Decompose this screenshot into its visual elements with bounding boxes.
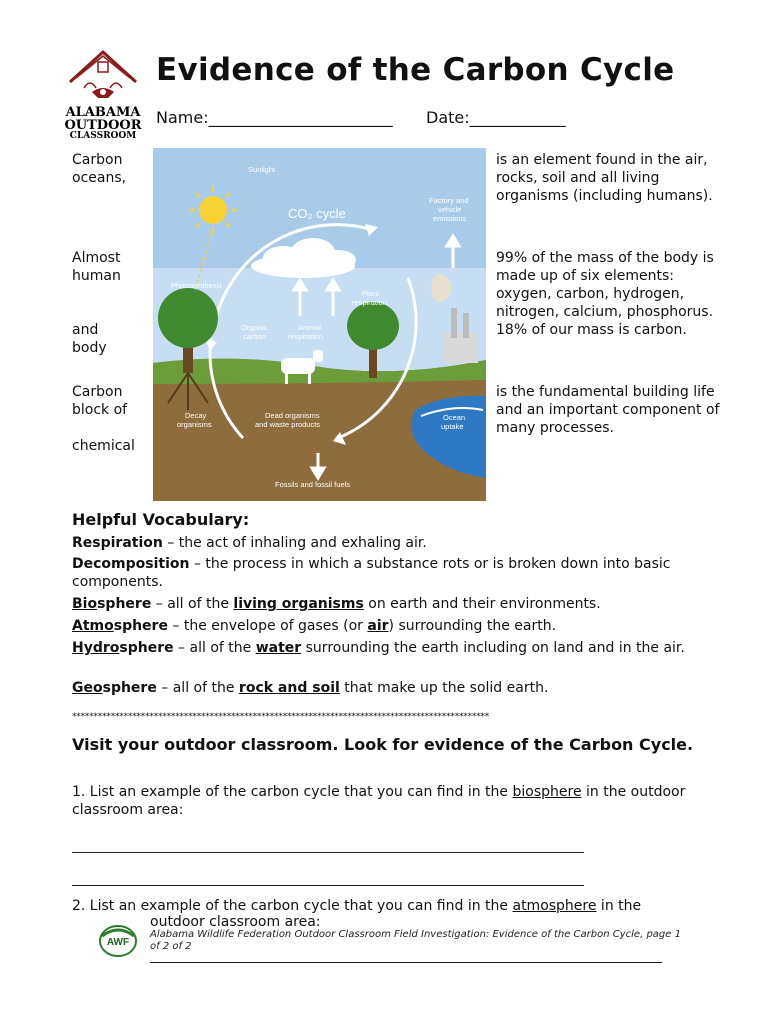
label-fossils: Fossils and fossil fuels (275, 480, 351, 489)
awf-logo (98, 924, 138, 958)
question-1: 1. List an example of the carbon cycle that you can find in the biosphere in the outdoor classroom area: (72, 784, 686, 818)
row3-left-text: Carbon block of chemical (72, 384, 135, 454)
label-dead-organisms: Dead organisms and waste products (255, 411, 321, 429)
vocab-heading: Helpful Vocabulary: (72, 510, 250, 529)
vocab-biosphere: Biosphere – all of the living organisms on earth and their environments. (72, 596, 601, 612)
carbon-cycle-diagram (153, 148, 486, 501)
logo-line-2: OUTDOOR (64, 118, 142, 133)
vocab-respiration: Respiration – the act of inhaling and exhaling air. (72, 535, 427, 551)
awf-logo-text: AWF (106, 937, 130, 948)
alabama-outdoor-classroom-logo (64, 48, 142, 144)
logo-line-3: CLASSROOM (69, 131, 137, 141)
vocab-atmosphere: Atmosphere – the envelope of gases (or air) surrounding the earth. (72, 618, 557, 634)
date-field[interactable]: Date:____________ (426, 108, 566, 127)
vocab-geosphere: Geosphere – all of the rock and soil that make up the solid earth. (72, 680, 549, 696)
separator-stars: ************************************************************************************************* (72, 712, 490, 722)
row3-right-text: is the fundamental building life and an important component of many processes. (496, 384, 720, 436)
row1-right-text: is an element found in the air, rocks, soil and all living organisms (including humans). (496, 152, 713, 204)
logo-line-1: ALABAMA (65, 105, 141, 120)
label-organic-carbon: Organic carbon (241, 323, 268, 341)
label-factory: Factory and vehicle emissions (429, 196, 469, 223)
label-photosynthesis: Photosynthesis (171, 281, 222, 290)
question-2: 2. List an example of the carbon cycle that you can find in the atmosphere in the (72, 898, 642, 914)
schoolhouse-icon (64, 48, 142, 106)
label-decay-organisms: Decay organisms (177, 411, 212, 429)
label-co2-cycle: CO₂ cycle (288, 206, 346, 221)
label-animal-respiration: Animal respiration (288, 323, 324, 341)
vocab-decomposition: Decomposition – the process in which a substance rots or is broken down into basic components. (72, 556, 671, 590)
name-field[interactable]: Name:_______________________ (156, 108, 393, 127)
answer-line-1b[interactable] (72, 885, 584, 886)
row2-left-text: Almost human and body (72, 250, 121, 356)
footer-text: Alabama Wildlife Federation Outdoor Classroom Field Investigation: Evidence of the Carbon Cycle, page 1 of 2 of 2 (150, 929, 681, 952)
page-title: Evidence of the Carbon Cycle (156, 52, 675, 88)
label-plant-respiration: Plant respiration (352, 289, 388, 307)
answer-line-2a[interactable] (150, 962, 662, 963)
label-sunlight: Sunlight (248, 165, 276, 174)
label-ocean-uptake: Ocean uptake (441, 413, 466, 431)
answer-line-1a[interactable] (72, 852, 584, 853)
row2-right-text: 99% of the mass of the body is made up of six elements: oxygen, carbon, hydrogen, nitrogen, calcium, phosphorus. 18% of our mass is carbon. (496, 250, 714, 338)
vocab-hydrosphere: Hydrosphere – all of the water surrounding the earth including on land and in the air. (72, 640, 685, 656)
question-2-continued: outdoor classroom area: (150, 914, 321, 930)
row1-left-text: Carbon oceans, (72, 152, 127, 186)
task-heading: Visit your outdoor classroom. Look for evidence of the Carbon Cycle. (72, 735, 694, 754)
